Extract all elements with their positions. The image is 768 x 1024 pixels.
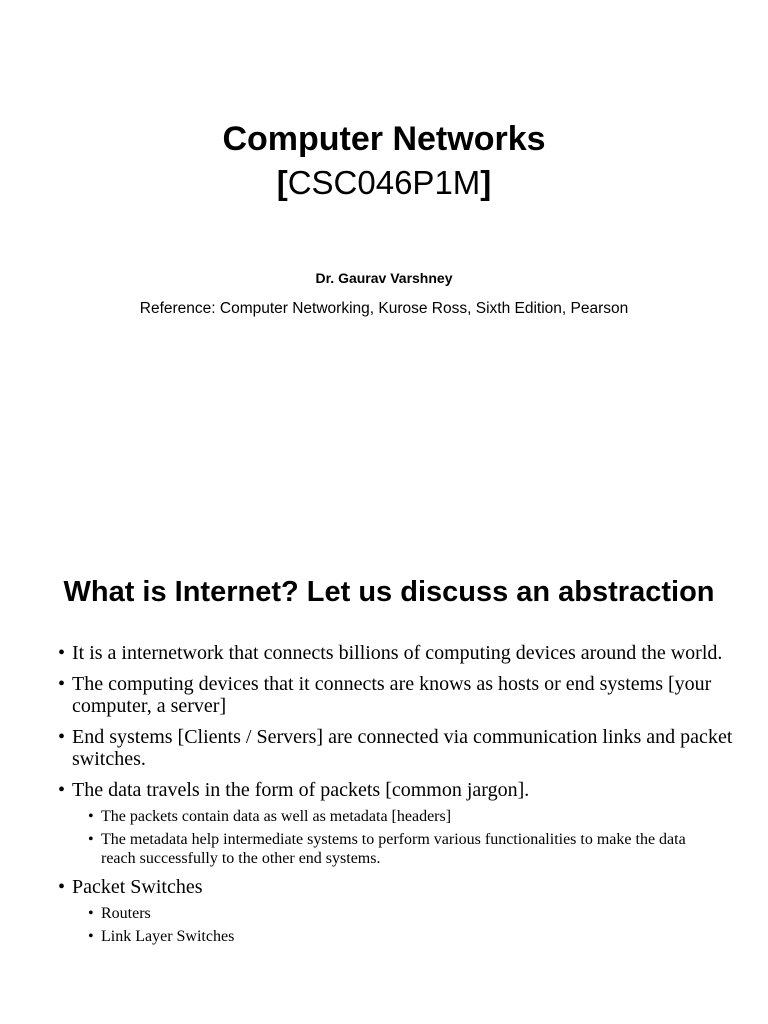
list-item-text: End systems [Clients / Servers] are connected via communication links and packet switches.	[72, 726, 733, 770]
title-slide	[0, 0, 768, 500]
sub-list-item	[85, 904, 721, 923]
course-code-open-bracket: [	[276, 164, 288, 201]
bullet-icon: •	[58, 642, 66, 664]
bullet-icon: •	[88, 831, 94, 848]
internet-slide	[0, 500, 768, 1024]
sub-list-item-text: Routers	[101, 905, 151, 922]
list-item	[56, 642, 736, 664]
bullet-icon: •	[58, 779, 66, 801]
list-item-text: The data travels in the form of packets [common jargon].	[72, 779, 530, 801]
sub-list-item	[85, 807, 721, 826]
reference-line: Reference: Computer Networking, Kurose Ross, Sixth Edition, Pearson	[139, 300, 629, 317]
list-item	[56, 673, 736, 717]
slide-title: What is Internet? Let us discuss an abstraction	[63, 576, 715, 608]
list-item-text: It is a internetwork that connects billions of computing devices around the world.	[72, 642, 723, 664]
sub-list-item-text: Link Layer Switches	[101, 928, 235, 945]
bullet-icon: •	[58, 726, 66, 748]
sub-list-item	[85, 830, 721, 868]
bullet-icon: •	[58, 673, 66, 695]
course-code	[0, 162, 768, 204]
bullet-icon: •	[88, 808, 94, 825]
list-item-text: The computing devices that it connects are knows as hosts or end systems [your computer, a server]	[72, 673, 712, 717]
bullet-list	[56, 642, 736, 950]
list-item	[56, 876, 736, 898]
list-item-text: Packet Switches	[72, 876, 203, 898]
list-item	[56, 779, 736, 801]
bullet-icon: •	[88, 905, 94, 922]
sub-list-item-text: The packets contain data as well as metadata [headers]	[101, 808, 452, 825]
course-code-text: CSC046P1M	[287, 164, 481, 201]
bullet-icon: •	[88, 928, 94, 945]
sub-list-item-text: The metadata help intermediate systems to perform various functionalities to make the data reach successfully to the other end systems.	[101, 831, 686, 867]
author-name: Dr. Gaurav Varshney	[315, 270, 453, 286]
course-code-close-bracket: ]	[480, 164, 492, 201]
course-title: Computer Networks	[222, 120, 546, 158]
list-item	[56, 726, 736, 770]
sub-list-item	[85, 927, 721, 946]
bullet-icon: •	[58, 876, 66, 898]
